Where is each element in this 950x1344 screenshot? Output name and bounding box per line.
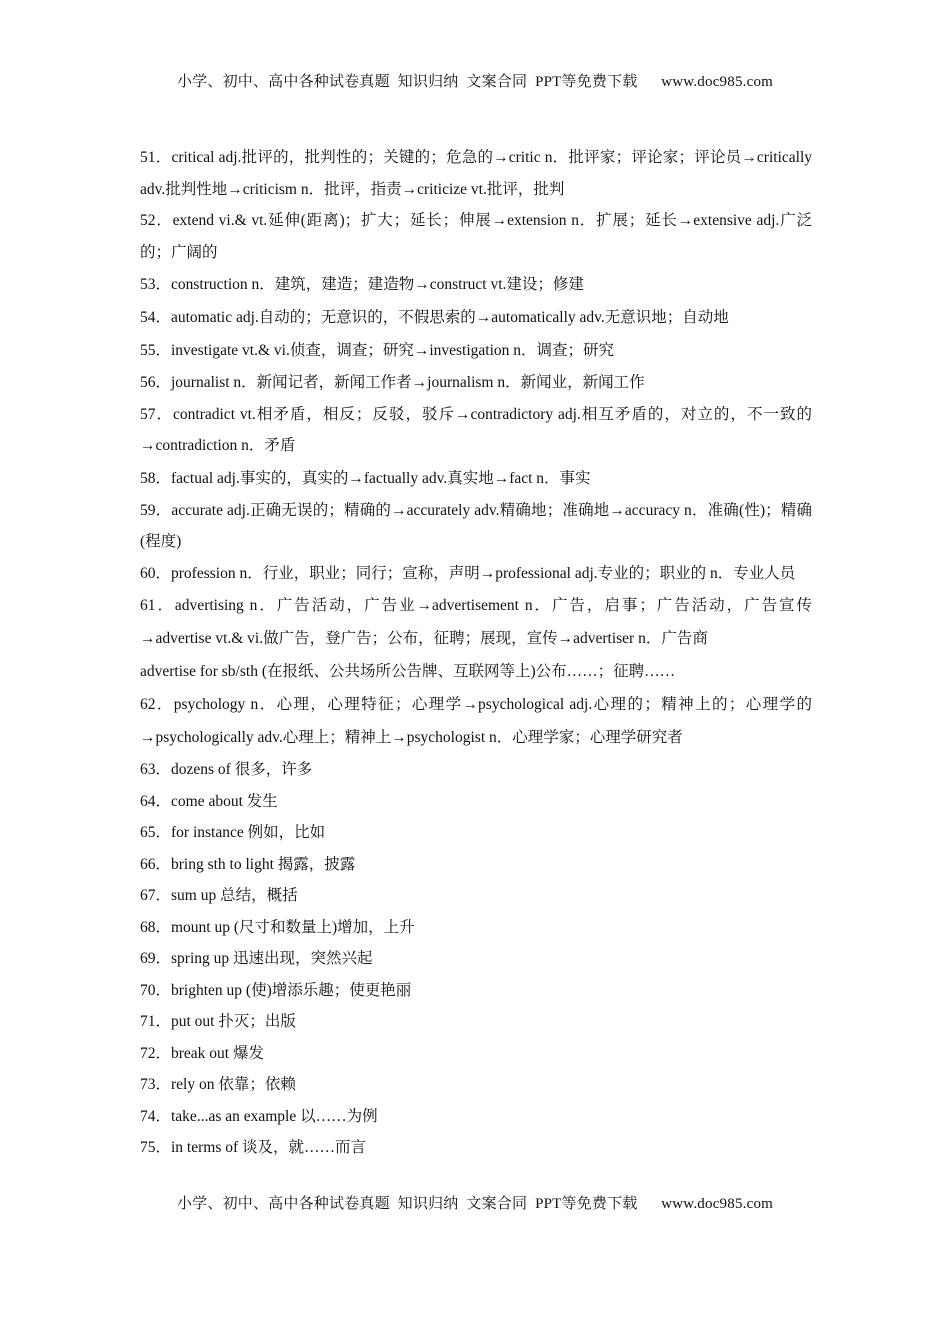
vocab-entry-66: 66．bring sth to light 揭露，披露: [140, 855, 356, 873]
vocab-entry-63: 63．dozens of 很多，许多: [140, 761, 313, 778]
vocab-entry-61: 61．advertising n．广告活动，广告业→advertisement n．广告，启事；广告活动，广告宣传→advertise vt.& vi.做广告，登广告；公布，征聘；展现，宣传→advertiser n．广告商: [140, 597, 812, 647]
vocab-entry-64: 64．come about 发生: [140, 792, 278, 810]
vocab-entry-58: 58．factual adj.事实的，真实的→factually adv.真实地→fact n．事实: [140, 469, 591, 487]
vocab-entry-69: 69．spring up 迅速出现，突然兴起: [140, 950, 373, 967]
vocab-entry-70: 70．brighten up (使)增添乐趣；使更艳丽: [140, 981, 412, 999]
page-footer: 小学、初中、高中各种试卷真题 知识归纳 文案合同 PPT等免费下载 www.doc985.com: [176, 1196, 774, 1212]
vocab-entry-72: 72．break out 爆发: [140, 1044, 264, 1062]
vocab-entry-61-note: advertise for sb/sth (在报纸、公共场所公告牌、互联网等上)公布……；征聘……: [140, 663, 676, 680]
vocab-entry-65: 65．for instance 例如，比如: [140, 824, 326, 841]
vocab-entry-75: 75．in terms of 谈及，就……而言: [140, 1139, 367, 1156]
vocab-entry-56: 56．journalist n．新闻记者，新闻工作者→journalism n．新闻业，新闻工作: [140, 374, 645, 391]
vocab-entry-57: 57．contradict vt.相矛盾，相反；反驳，驳斥→contradictory adj.相互矛盾的，对立的，不一致的→contradiction n．矛盾: [140, 405, 812, 454]
vocab-entry-59: 59．accurate adj.正确无误的；精确的→accurately adv.精确地；准确地→accuracy n．准确(性)；精确(程度): [140, 501, 812, 550]
vocabulary-list: [140, 142, 812, 1164]
page-header: 小学、初中、高中各种试卷真题 知识归纳 文案合同 PPT等免费下载 www.doc985.com: [176, 74, 774, 90]
vocab-entry-51: 51．critical adj.批评的，批判性的；关键的；危急的→critic n．批评家；评论家；评论员→critically adv.批判性地→criticism n．批评，指责→criticize vt.批评，批判: [140, 149, 812, 198]
vocab-entry-55: 55．investigate vt.& vi.侦查，调查；研究→investigation n．调查；研究: [140, 342, 615, 359]
vocab-entry-60: 60．profession n．行业，职业；同行；宣称，声明→professional adj.专业的；职业的 n．专业人员: [140, 564, 796, 582]
vocab-entry-71: 71．put out 扑灭；出版: [140, 1013, 296, 1030]
vocab-entry-74: 74．take...as an example 以……为例: [140, 1107, 378, 1125]
vocab-entry-52: 52．extend vi.& vt.延伸(距离)；扩大；延长；伸展→extension n．扩展；延长→extensive adj.广泛的；广阔的: [140, 212, 812, 261]
vocab-entry-54: 54．automatic adj.自动的；无意识的，不假思索的→automatically adv.无意识地；自动地: [140, 309, 729, 326]
vocab-entry-62: 62．psychology n．心理，心理特征；心理学→psychological adj.心理的；精神上的；心理学的→psychologically adv.心理上；精神上→psychologist n．心理学家；心理学研究者: [140, 696, 812, 746]
vocab-entry-73: 73．rely on 依靠；依赖: [140, 1076, 296, 1093]
vocab-entry-67: 67．sum up 总结，概括: [140, 887, 298, 904]
vocab-entry-53: 53．construction n．建筑，建造；建造物→construct vt.建设；修建: [140, 276, 584, 293]
vocab-entry-68: 68．mount up (尺寸和数量上)增加，上升: [140, 918, 415, 936]
